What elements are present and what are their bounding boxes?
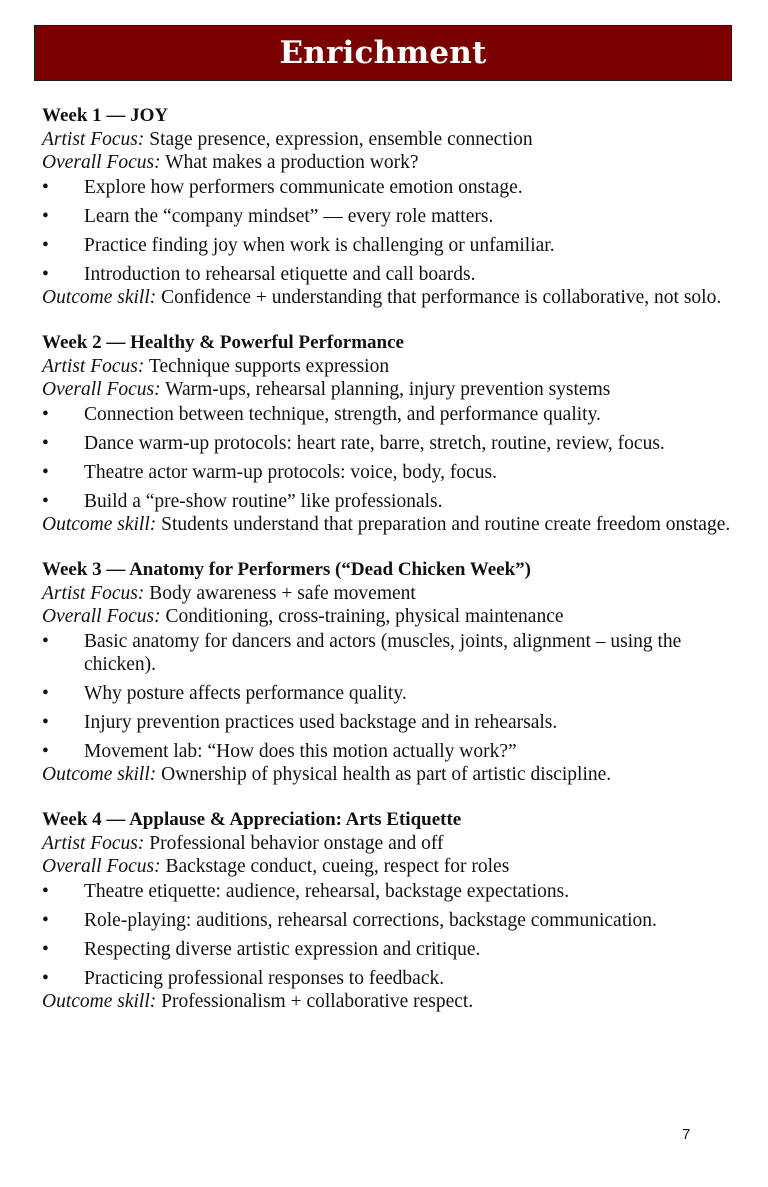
- list-item-text: Respecting diverse artistic expression and critique.: [84, 939, 481, 960]
- outcome-skill-text: Ownership of physical health as part of artistic discipline.: [161, 764, 612, 785]
- overall-focus-label: Overall Focus:: [42, 152, 161, 173]
- bullet-list: [42, 403, 742, 513]
- artist-focus-text: Body awareness + safe movement: [149, 583, 416, 604]
- bullet-icon: •: [42, 683, 49, 704]
- list-item: [42, 432, 742, 455]
- bullet-icon: •: [42, 433, 49, 454]
- bullet-icon: •: [42, 235, 49, 256]
- list-item: [42, 740, 742, 763]
- overall-focus: [42, 605, 742, 628]
- week-section: [42, 808, 742, 1013]
- bullet-icon: •: [42, 462, 49, 483]
- week-title: Week 1 — JOY: [42, 105, 169, 126]
- outcome-skill: [42, 286, 742, 309]
- week-title: Week 2 — Healthy & Powerful Performance: [42, 332, 404, 353]
- week-section: [42, 104, 742, 309]
- outcome-skill-text: Students understand that preparation and routine create freedom onstage.: [161, 514, 731, 535]
- outcome-skill: [42, 990, 742, 1013]
- bullet-list: [42, 630, 742, 763]
- overall-focus: [42, 855, 742, 878]
- bullet-icon: •: [42, 910, 49, 931]
- list-item: [42, 630, 742, 676]
- outcome-skill-label: Outcome skill:: [42, 514, 157, 535]
- list-item-text: Theatre etiquette: audience, rehearsal, backstage expectations.: [84, 881, 570, 902]
- bullet-icon: •: [42, 712, 49, 733]
- list-item-text: Dance warm-up protocols: heart rate, barre, stretch, routine, review, focus.: [84, 433, 665, 454]
- list-item: [42, 176, 742, 199]
- outcome-skill: [42, 513, 742, 536]
- bullet-icon: •: [42, 491, 49, 512]
- bullet-icon: •: [42, 631, 49, 652]
- overall-focus-label: Overall Focus:: [42, 606, 161, 627]
- list-item: [42, 909, 742, 932]
- artist-focus-label: Artist Focus:: [42, 356, 145, 377]
- overall-focus-text: Warm-ups, rehearsal planning, injury prevention systems: [165, 379, 611, 400]
- bullet-icon: •: [42, 264, 49, 285]
- list-item-text: Basic anatomy for dancers and actors (muscles, joints, alignment – using the chicken).: [84, 631, 682, 675]
- bullet-icon: •: [42, 206, 49, 227]
- week-section: [42, 331, 742, 536]
- list-item: [42, 490, 742, 513]
- outcome-skill-label: Outcome skill:: [42, 287, 157, 308]
- list-item: [42, 461, 742, 484]
- list-item-text: Role-playing: auditions, rehearsal corrections, backstage communication.: [84, 910, 657, 931]
- bullet-list: [42, 176, 742, 286]
- weeks-content: [42, 104, 742, 1035]
- outcome-skill-text: Professionalism + collaborative respect.: [161, 991, 474, 1012]
- list-item-text: Why posture affects performance quality.: [84, 683, 407, 704]
- list-item-text: Build a “pre-show routine” like professionals.: [84, 491, 443, 512]
- bullet-icon: •: [42, 939, 49, 960]
- artist-focus: [42, 128, 742, 151]
- list-item: [42, 205, 742, 228]
- outcome-skill-label: Outcome skill:: [42, 991, 157, 1012]
- bullet-icon: •: [42, 741, 49, 762]
- overall-focus-text: What makes a production work?: [165, 152, 419, 173]
- overall-focus-label: Overall Focus:: [42, 379, 161, 400]
- overall-focus: [42, 151, 742, 174]
- week-title: Week 3 — Anatomy for Performers (“Dead Chicken Week”): [42, 559, 531, 580]
- list-item: [42, 403, 742, 426]
- artist-focus-text: Technique supports expression: [148, 356, 390, 377]
- list-item: [42, 711, 742, 734]
- list-item-text: Connection between technique, strength, and performance quality.: [84, 404, 601, 425]
- overall-focus-label: Overall Focus:: [42, 856, 161, 877]
- list-item-text: Learn the “company mindset” — every role matters.: [84, 206, 494, 227]
- page-title: Enrichment: [279, 35, 487, 71]
- outcome-skill-label: Outcome skill:: [42, 764, 157, 785]
- artist-focus: [42, 582, 742, 605]
- page-number: 7: [682, 1126, 691, 1143]
- artist-focus: [42, 832, 742, 855]
- week-section: [42, 558, 742, 786]
- outcome-skill: [42, 763, 742, 786]
- list-item-text: Practice finding joy when work is challenging or unfamiliar.: [84, 235, 555, 256]
- artist-focus-text: Professional behavior onstage and off: [149, 833, 444, 854]
- list-item-text: Theatre actor warm-up protocols: voice, body, focus.: [84, 462, 497, 483]
- list-item-text: Practicing professional responses to feedback.: [84, 968, 445, 989]
- list-item-text: Explore how performers communicate emotion onstage.: [84, 177, 523, 198]
- artist-focus-label: Artist Focus:: [42, 129, 145, 150]
- week-title: Week 4 — Applause & Appreciation: Arts Etiquette: [42, 809, 462, 830]
- bullet-icon: •: [42, 968, 49, 989]
- bullet-icon: •: [42, 881, 49, 902]
- artist-focus: [42, 355, 742, 378]
- overall-focus: [42, 378, 742, 401]
- list-item: [42, 880, 742, 903]
- bullet-list: [42, 880, 742, 990]
- list-item-text: Injury prevention practices used backstage and in rehearsals.: [84, 712, 558, 733]
- artist-focus-label: Artist Focus:: [42, 583, 145, 604]
- list-item: [42, 967, 742, 990]
- list-item: [42, 234, 742, 257]
- list-item-text: Introduction to rehearsal etiquette and call boards.: [84, 264, 476, 285]
- bullet-icon: •: [42, 404, 49, 425]
- list-item: [42, 682, 742, 705]
- overall-focus-text: Conditioning, cross-training, physical maintenance: [165, 606, 564, 627]
- list-item: [42, 263, 742, 286]
- list-item: [42, 938, 742, 961]
- list-item-text: Movement lab: “How does this motion actually work?”: [84, 741, 517, 762]
- overall-focus-text: Backstage conduct, cueing, respect for roles: [165, 856, 510, 877]
- header-banner: [34, 25, 732, 81]
- artist-focus-label: Artist Focus:: [42, 833, 145, 854]
- bullet-icon: •: [42, 177, 49, 198]
- artist-focus-text: Stage presence, expression, ensemble connection: [149, 129, 533, 150]
- outcome-skill-text: Confidence + understanding that performance is collaborative, not solo.: [161, 287, 722, 308]
